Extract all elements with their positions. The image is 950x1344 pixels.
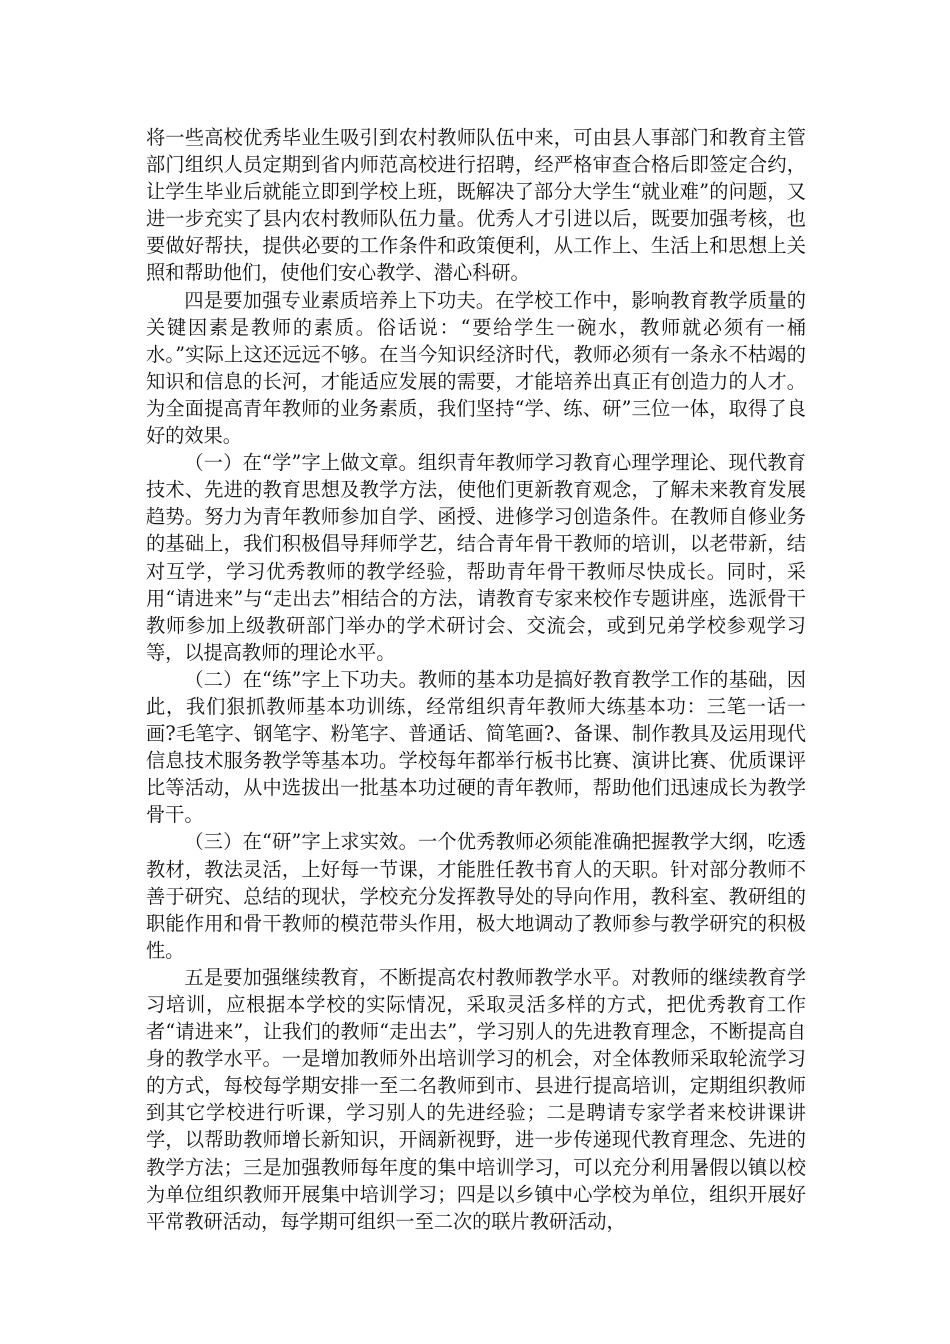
document-page (146, 124, 806, 1235)
paragraph-study: （一）在“学”字上做文章。组织青年教师学习教育心理学理论、现代教育技术、先进的教育思想及教学方法，使他们更新教育观念，了解未来教育发展趋势。努力为青年教师参加自学、函授、进修学习创造条件。在教师自修业务的基础上，我们积极倡导拜师学艺，结合青年骨干教师的培训，以老带新，结对互学，学习优秀教师的教学经验，帮助青年骨干教师尽快成长。同时，采用“请进来”与“走出去”相结合的方法，请教育专家来校作专题讲座，选派骨干教师参加上级教研部门举办的学术研讨会、交流会，或到兄弟学校参观学习等，以提高教师的理论水平。 (146, 451, 806, 664)
paragraph-continuing-education: 五是要加强继续教育，不断提高农村教师教学水平。对教师的继续教育学习培训，应根据本学校的实际情况，采取灵活多样的方式，把优秀教育工作者“请进来”，让我们的教师“走出去”，学习别人的先进教育理念，不断提高自身的教学水平。一是增加教师外出培训学习的机会，对全体教师采取轮流学习的方式，每校每学期安排一至二名教师到市、县进行提高培训，定期组织教师到其它学校进行听课，学习别人的先进经验；二是聘请专家学者来校讲课讲学，以帮助教师增长新知识，开阔新视野，进一步传递现代教育理念、先进的教学方法；三是加强教师每年度的集中培训学习，可以充分利用暑假以镇以校为单位组织教师开展集中培训学习；四是以乡镇中心学校为单位，组织开展好平常教研活动，每学期可组织一至二次的联片教研活动， (146, 965, 806, 1233)
paragraph-recruitment-continued: 将一些高校优秀毕业生吸引到农村教师队伍中来，可由县人事部门和教育主管部门组织人员定期到省内师范高校进行招聘，经严格审查合格后即签定合约，让学生毕业后就能立即到学校上班，既解决了部分大学生“就业难”的问题，又进一步充实了县内农村教师队伍力量。优秀人才引进以后，既要加强考核，也要做好帮扶，提供必要的工作条件和政策便利，从工作上、生活上和思想上关照和帮助他们，使他们安心教学、潜心科研。 (146, 126, 806, 285)
paragraph-practice: （二）在“练”字上下功夫。教师的基本功是搞好教育教学工作的基础，因此，我们狠抓教师基本功训练，经常组织青年教师大练基本功：三笔一话一画?毛笔字、钢笔字、粉笔字、普通话、简笔画?、备课、制作教具及运用现代信息技术服务教学等基本功。学校每年都举行板书比赛、演讲比赛、优质课评比等活动，从中选拔出一批基本功过硬的青年教师，帮助他们迅速成长为教学骨干。 (146, 667, 806, 827)
paragraph-professional-quality: 四是要加强专业素质培养上下功夫。在学校工作中，影响教育教学质量的关键因素是教师的素质。俗话说：“要给学生一碗水，教师就必须有一桶水。”实际上这还远远不够。在当今知识经济时代，教师必须有一条永不枯竭的知识和信息的长河，才能适应发展的需要，才能培养出真正有创造力的人才。为全面提高青年教师的业务素质，我们坚持“学、练、研”三位一体，取得了良好的效果。 (146, 288, 806, 448)
paragraph-research: （三）在“研”字上求实效。一个优秀教师必须能准确把握教学大纲，吃透教材，教法灵活，上好每一节课，才能胜任教书育人的天职。针对部分教师不善于研究、总结的现状，学校充分发挥教导处的导向作用，教科室、教研组的职能作用和骨干教师的模范带头作用，极大地调动了教师参与教学研究的积极性。 (146, 830, 806, 962)
